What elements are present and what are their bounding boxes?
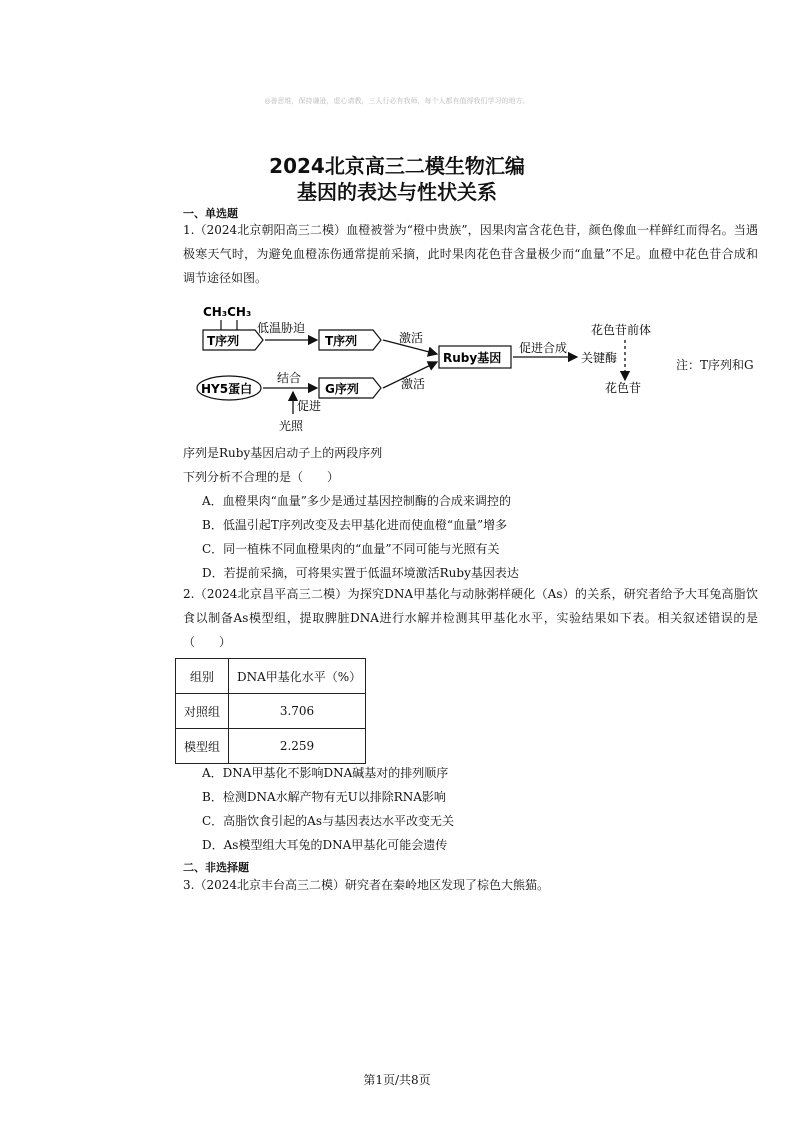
table-cell-group: 对照组	[176, 694, 229, 729]
ruby-gene-label: Ruby基因	[443, 351, 502, 365]
table-row	[176, 729, 366, 764]
light-label: 光照	[279, 419, 304, 433]
activate-label-1: 激活	[399, 331, 424, 345]
table-cell-value: 3.706	[229, 694, 366, 729]
q1-note-part1: 注：T序列和G	[676, 358, 754, 372]
q2-option-c: C．高脂饮食引起的As与基因表达水平改变无关	[202, 814, 455, 828]
t-sequence-label-2: T序列	[325, 334, 358, 348]
q1-option-b: B．低温引起T序列改变及去甲基化进而使血橙“血量”增多	[202, 518, 508, 532]
low-temp-label: 低温胁迫	[257, 321, 306, 335]
table-header-methylation: DNA甲基化水平（%）	[229, 659, 366, 694]
title-line-1: 2024北京高三二模生物汇编	[269, 154, 525, 178]
table-cell-group: 模型组	[176, 729, 229, 764]
q1-option-a: A．血橙果肉“血量”多少是通过基因控制酶的合成来调控的	[202, 494, 511, 508]
g-sequence-label: G序列	[325, 382, 359, 396]
promote-label: 促进	[297, 399, 322, 413]
q1-option-c: C．同一植株不同血橙果肉的“血量”不同可能与光照有关	[202, 542, 500, 556]
table-cell-value: 2.259	[229, 729, 366, 764]
q1-option-d: D．若提前采摘，可将果实置于低温环境激活Ruby基因表达	[202, 566, 519, 580]
q1-question: 下列分析不合理的是（ ）	[183, 470, 340, 484]
table-row	[176, 694, 366, 729]
q2-stem: 2.（2024北京昌平高三二模）为探究DNA甲基化与动脉粥样硬化（As）的关系，研究者给予大耳兔高脂饮食以制备As模型组，提取脾脏DNA进行水解并检测其甲基化水平，实验结果如下表。相关叙述错误的是（ ）	[183, 587, 758, 649]
q2-option-b: B．检测DNA水解产物有无U以排除RNA影响	[202, 790, 446, 804]
methyl-label: CH₃CH₃	[203, 305, 252, 319]
hy5-protein-label: HY5蛋白	[201, 382, 253, 396]
q2-option-d: D．As模型组大耳兔的DNA甲基化可能会遗传	[202, 838, 448, 852]
q2-option-a: A．DNA甲基化不影响DNA碱基对的排列顺序	[202, 766, 449, 780]
activate-label-2: 激活	[401, 377, 426, 391]
table-header-group: 组别	[176, 659, 229, 694]
q1-stem: 1.（2024北京朝阳高三二模）血橙被誉为“橙中贵族”，因果肉富含花色苷，颜色像血一样鲜红而得名。当遇极寒天气时，为避免血橙冻伤通常提前采摘，此时果肉花色苷含量极少而“血量”不足。血橙中花色苷合成和调节途径如图。	[183, 223, 758, 285]
anthocyanin-pathway-diagram	[193, 296, 683, 436]
title-line-2: 基因的表达与性状关系	[297, 180, 497, 204]
section-heading-non-choice: 二、非选择题	[183, 861, 249, 874]
t-sequence-label-1: T序列	[207, 334, 240, 348]
key-enzyme-label: 关键酶	[581, 351, 618, 365]
section-heading-single-choice: 一、单选题	[183, 207, 238, 220]
bind-label: 结合	[277, 371, 302, 385]
promote-synthesis-label: 促进合成	[519, 341, 568, 355]
methylation-table	[175, 658, 366, 764]
precursor-label: 花色苷前体	[591, 323, 652, 337]
page-footer: 第1页/共8页	[363, 1073, 431, 1087]
watermark-text: ◎善思维，保持谦逊，虚心请教，三人行必有我师，每个人都有值得我们学习的地方。	[264, 97, 530, 105]
anthocyanin-label: 花色苷	[605, 381, 642, 395]
table-header-row	[176, 659, 366, 694]
q1-note-part2: 序列是Ruby基因启动子上的两段序列	[183, 446, 383, 460]
q3-stem: 3.（2024北京丰台高三二模）研究者在秦岭地区发现了棕色大熊猫。	[183, 878, 549, 892]
